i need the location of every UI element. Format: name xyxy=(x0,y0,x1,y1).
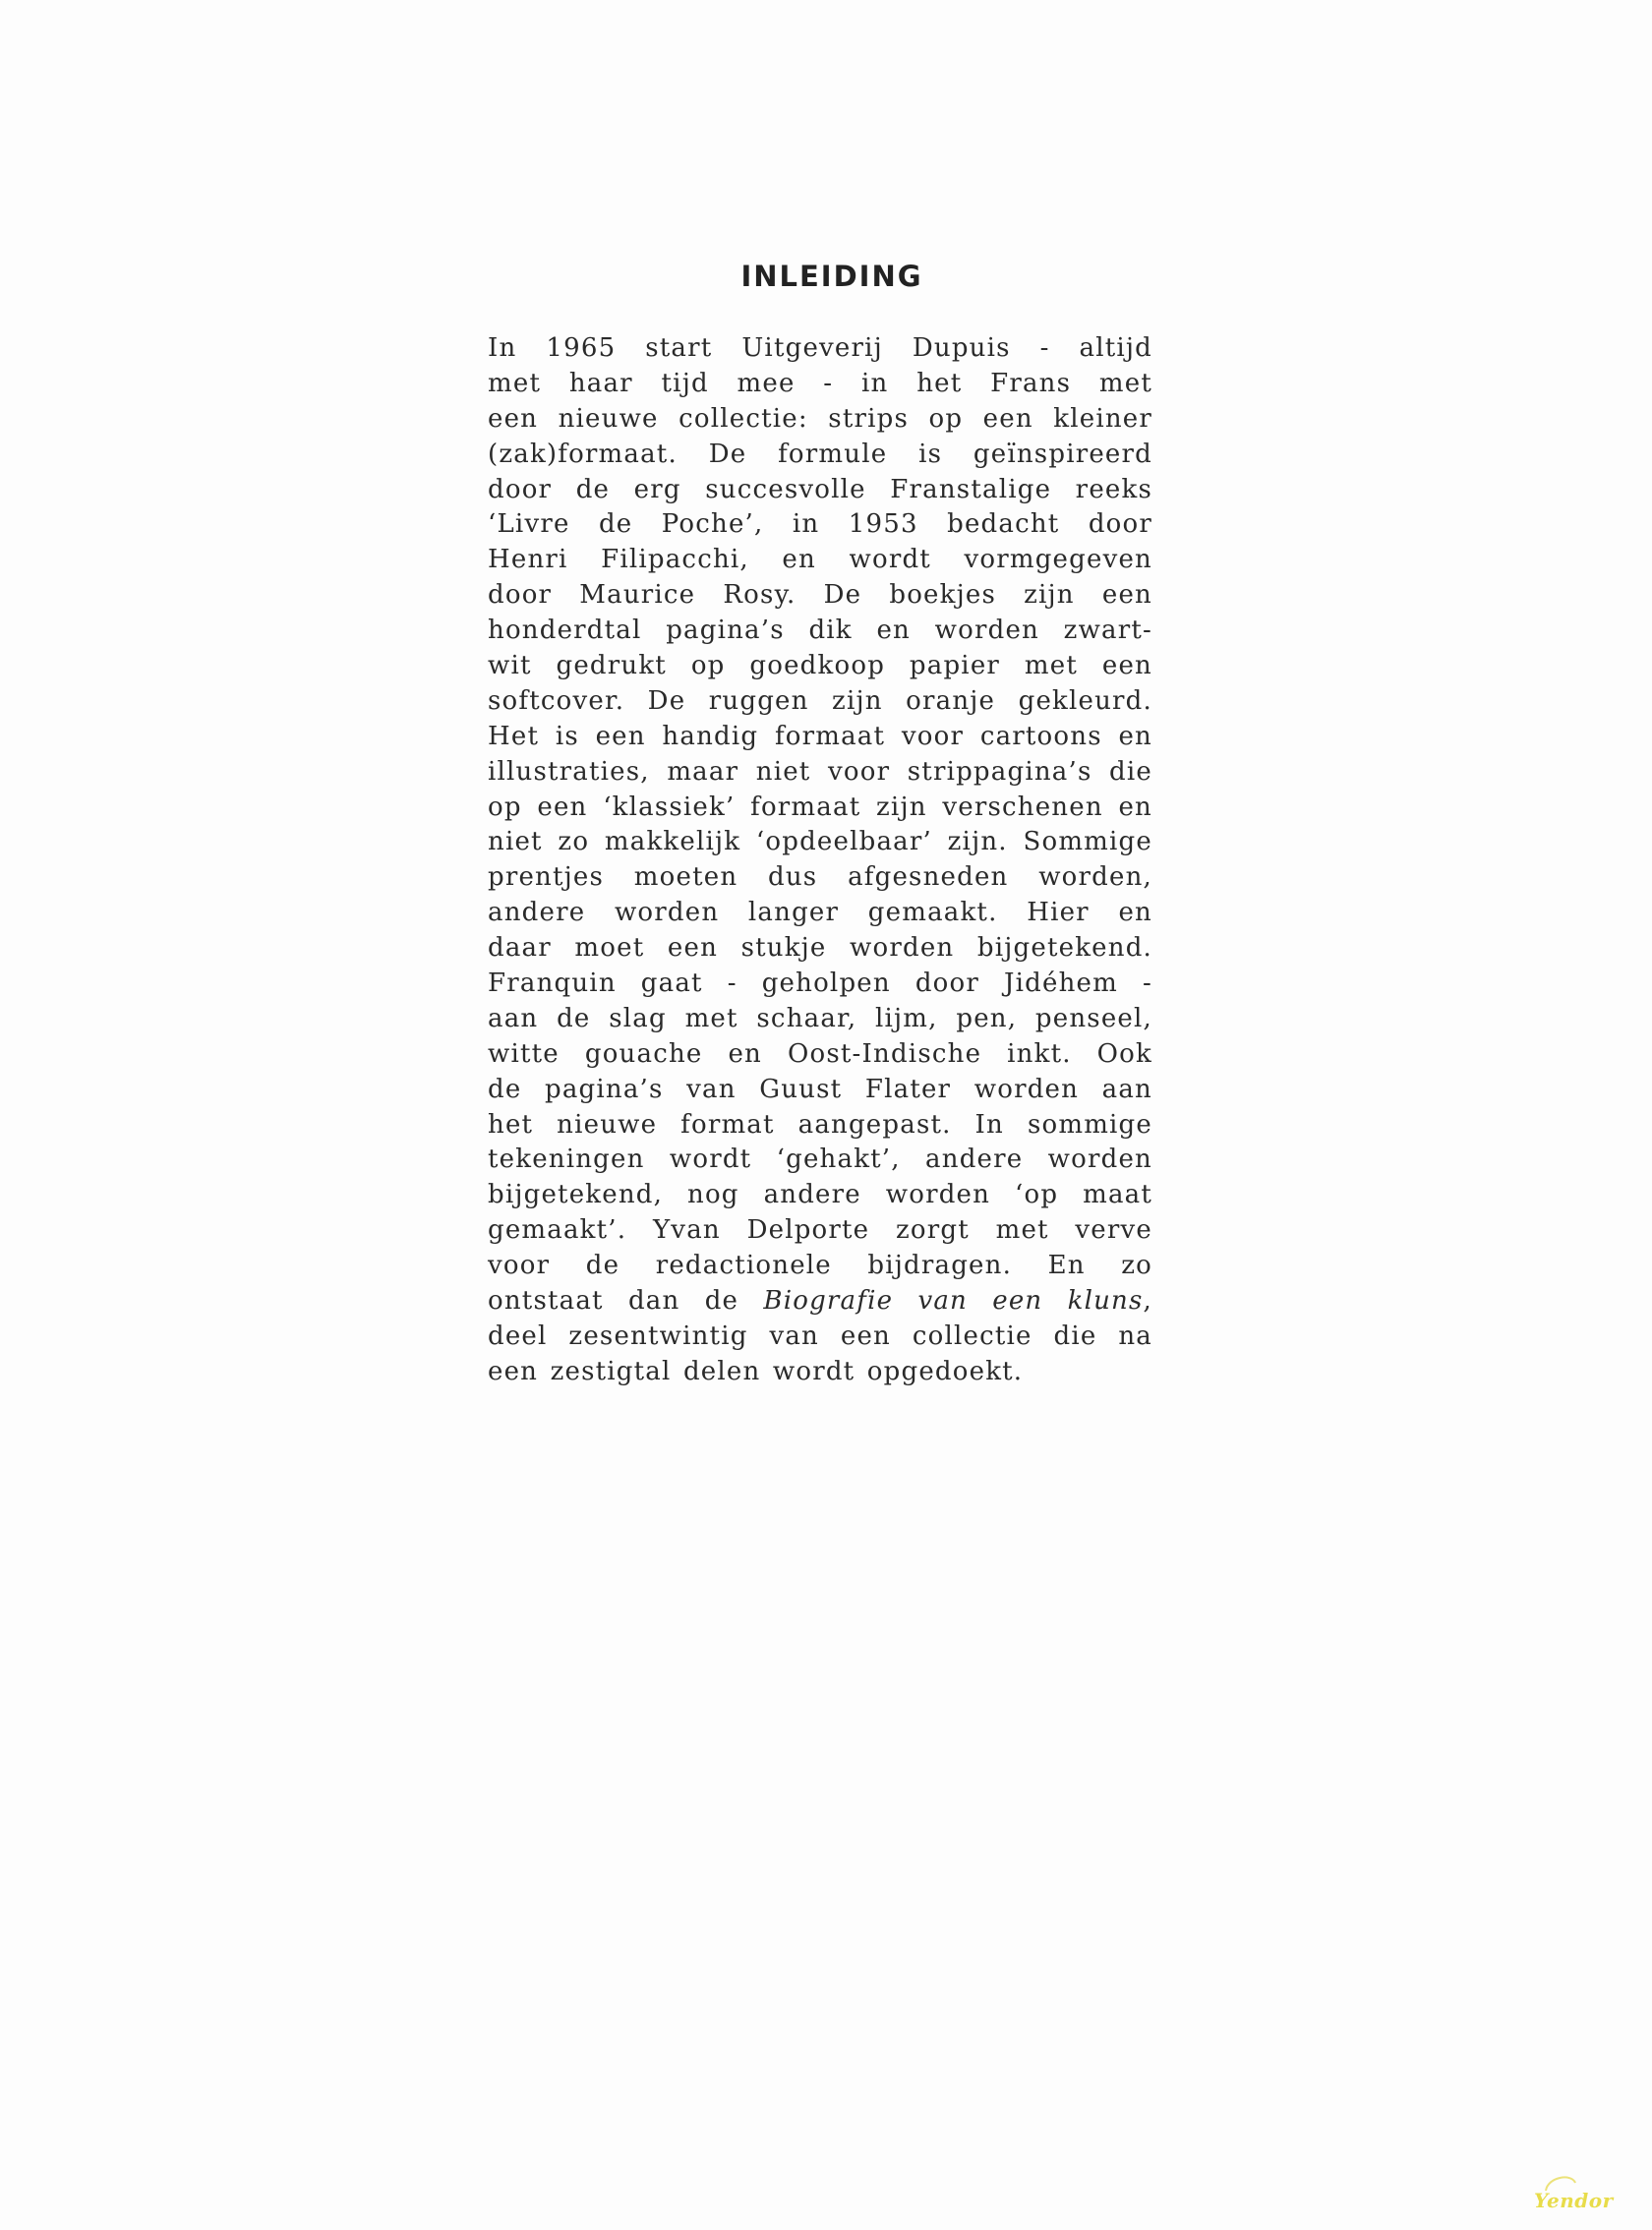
text-fragment: ontstaat dan de xyxy=(488,1286,764,1317)
text-line: prentjes moeten dus afgesneden worden, xyxy=(488,862,1152,893)
text-line: gemaakt’. Yvan Delporte zorgt met verve xyxy=(488,1215,1152,1246)
book-title: Biografie van een kluns xyxy=(763,1286,1144,1317)
watermark-text: Yendor xyxy=(1534,2189,1614,2212)
text-line: met haar tijd mee - in het Frans met xyxy=(488,368,1152,398)
page-title: INLEIDING xyxy=(740,260,923,293)
text-line: voor de redactionele bijdragen. En zo xyxy=(488,1251,1152,1281)
text-line: tekeningen wordt ‘gehakt’, andere worden xyxy=(488,1144,1152,1175)
text-line: een zestigtal delen wordt opgedoekt. xyxy=(488,1356,1024,1386)
watermark-logo xyxy=(1534,2173,1622,2212)
text-line: aan de slag met schaar, lijm, pen, penseel, xyxy=(488,1003,1152,1033)
text-line: softcover. De ruggen zijn oranje gekleurd. xyxy=(488,685,1152,716)
text-line: op een ‘klassiek’ formaat zijn verschenen en xyxy=(488,792,1152,822)
text-line: Franquin gaat - geholpen door Jidéhem - xyxy=(488,968,1152,999)
text-line: witte gouache en Oost-Indische inkt. Ook xyxy=(488,1038,1152,1069)
text-line: daar moet een stukje worden bijgetekend. xyxy=(488,933,1152,964)
text-line: deel zesentwintig van een collectie die na xyxy=(488,1320,1152,1351)
text-line: Het is een handig formaat voor cartoons en xyxy=(488,721,1152,751)
text-line: de pagina’s van Guust Flater worden aan xyxy=(488,1074,1152,1104)
text-line-with-book-title xyxy=(488,1284,1152,1320)
text-line: het nieuwe format aangepast. In sommige xyxy=(488,1109,1152,1140)
text-line: (zak)formaat. De formule is geïnspireerd xyxy=(488,439,1152,469)
text-line: honderdtal pagina’s dik en worden zwart- xyxy=(488,616,1152,646)
text-line: illustraties, maar niet voor strippagina’s die xyxy=(488,756,1152,787)
text-line: niet zo makkelijk ‘opdeelbaar’ zijn. Sommige xyxy=(488,827,1152,857)
text-line: wit gedrukt op goedkoop papier met een xyxy=(488,651,1152,681)
text-line: bijgetekend, nog andere worden ‘op maat xyxy=(488,1180,1152,1210)
text-line: In 1965 start Uitgeverij Dupuis - altijd xyxy=(488,333,1152,363)
introduction-paragraph xyxy=(488,331,1152,1390)
text-line: ‘Livre de Poche’, in 1953 bedacht door xyxy=(488,509,1152,540)
text-fragment: , xyxy=(1143,1286,1152,1317)
text-line: een nieuwe collectie: strips op een kleiner xyxy=(488,403,1152,434)
text-line: andere worden langer gemaakt. Hier en xyxy=(488,898,1152,928)
text-line: Henri Filipacchi, en wordt vormgegeven xyxy=(488,545,1152,575)
text-line: door de erg succesvolle Franstalige reeks xyxy=(488,474,1152,504)
text-line: door Maurice Rosy. De boekjes zijn een xyxy=(488,580,1152,611)
